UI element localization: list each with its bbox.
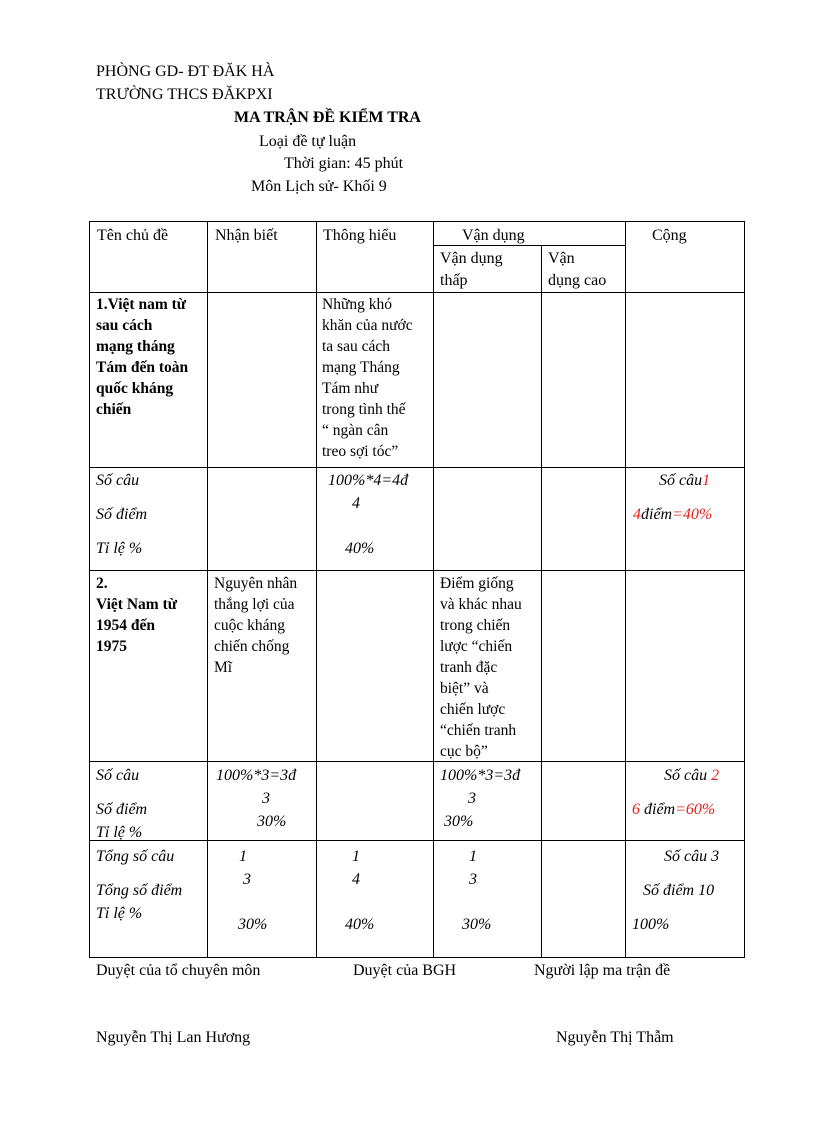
- topic2-name-line: 1954 đến: [96, 617, 155, 634]
- topic1-understand-line: ta sau cách: [322, 338, 390, 355]
- topic2-recognize-line: cuộc kháng: [214, 617, 286, 634]
- totals-apply-score: 3: [469, 871, 477, 888]
- topic1-understand-line: khăn của nước: [322, 317, 413, 334]
- topic2-total-score: 6 điểm=60%: [632, 801, 716, 818]
- topic2-apply-line: tranh đặc: [440, 659, 498, 676]
- totals-total-count: Số câu 3: [664, 848, 720, 865]
- dept-signer-name: Nguyễn Thị Lan Hương: [96, 1029, 251, 1046]
- topic1-understand-line: Những khó: [322, 296, 392, 313]
- totals-understand-count: 1: [352, 848, 360, 865]
- topic1-understand-line: “ ngàn cân: [322, 422, 389, 439]
- header-recognize: Nhận biết: [215, 227, 278, 244]
- topic2-apply-line: Điểm giống: [440, 575, 514, 592]
- topic1-understand-line: Tám như: [322, 380, 379, 397]
- topic2-apply-score: 3: [468, 790, 476, 807]
- topic2-recognize-line: Nguyên nhân: [214, 575, 298, 592]
- topic1-name-line: Tám đến toàn: [96, 359, 189, 376]
- topic2-recognize-count: 100%*3=3đ: [216, 767, 297, 784]
- topic2-recognize-line: thắng lợi của: [214, 596, 295, 613]
- header-topic: Tên chủ đề: [97, 227, 169, 244]
- topic2-total-count: Số câu 2: [664, 767, 720, 784]
- totals-recognize-score: 3: [243, 871, 251, 888]
- doc-title: MA TRẬN ĐỀ KIỂM TRA: [234, 109, 421, 126]
- topic2-apply-line: trong chiến: [440, 617, 511, 634]
- header-apply-high-2: dụng cao: [548, 272, 607, 289]
- totals-label: Tổng số điểm: [96, 882, 183, 899]
- stat-label: Tỉ lệ %: [96, 540, 143, 557]
- header-apply-high-1: Vận: [548, 250, 575, 267]
- topic2-name-line: 1975: [96, 638, 127, 655]
- header-total: Cộng: [652, 227, 687, 244]
- topic2-name-line: Việt Nam từ: [96, 596, 178, 613]
- topic1-total-score: 4điểm=40%: [633, 506, 713, 523]
- topic2-apply-pct: 30%: [444, 813, 474, 830]
- totals-total-pct: 100%: [632, 916, 670, 933]
- exam-type: Loại đề tự luận: [259, 133, 357, 150]
- topic1-understand-line: trong tình thế: [322, 401, 406, 418]
- topic2-apply-line: biệt” và: [440, 680, 489, 697]
- totals-understand-pct: 40%: [345, 916, 375, 933]
- topic1-name-line: chiến: [96, 401, 132, 418]
- maker-label: Người lập ma trận đề: [534, 962, 671, 979]
- school-name: TRƯỜNG THCS ĐĂKPXI: [96, 86, 273, 103]
- topic1-total-count: Số câu1: [659, 472, 711, 489]
- topic1-understand-line: mạng Tháng: [322, 359, 400, 376]
- stat-label: Số câu: [96, 472, 140, 489]
- totals-apply-count: 1: [469, 848, 477, 865]
- topic2-apply-line: chiến lược: [440, 701, 506, 718]
- topic1-understand-pct: 40%: [345, 540, 375, 557]
- topic2-recognize-line: chiến chống: [214, 638, 290, 655]
- stat-label: Tỉ lệ %: [96, 824, 143, 841]
- stat-label: Số điểm: [96, 801, 148, 818]
- totals-label: Tổng số câu: [96, 848, 175, 865]
- maker-signer-name: Nguyễn Thị Thẫm: [556, 1029, 674, 1046]
- header-understand: Thông hiểu: [323, 227, 397, 244]
- header-apply: Vận dụng: [462, 227, 525, 244]
- exam-subject: Môn Lịch sử- Khối 9: [251, 178, 387, 195]
- totals-recognize-count: 1: [239, 848, 247, 865]
- totals-recognize-pct: 30%: [238, 916, 268, 933]
- topic1-name-line: sau cách: [96, 317, 153, 334]
- topic2-recognize-line: Mĩ: [214, 659, 233, 676]
- stat-label: Số câu: [96, 767, 140, 784]
- topic1-understand-line: treo sợi tóc”: [322, 443, 399, 460]
- exam-time: Thời gian: 45 phút: [284, 155, 404, 172]
- topic1-name-line: 1.Việt nam từ: [96, 296, 187, 313]
- topic1-name-line: quốc kháng: [96, 380, 174, 397]
- topic2-recognize-score: 3: [262, 790, 270, 807]
- topic1-understand-score: 4: [352, 495, 360, 512]
- stat-label: Số điểm: [96, 506, 148, 523]
- header-apply-low-1: Vận dụng: [440, 250, 503, 267]
- topic2-apply-line: cục bộ”: [440, 743, 488, 760]
- topic2-apply-line: và khác nhau: [440, 596, 522, 613]
- topic2-apply-line: lược “chiến: [440, 638, 513, 655]
- topic2-apply-line: “chiến tranh: [440, 722, 517, 739]
- topic1-understand-count: 100%*4=4đ: [328, 472, 409, 489]
- topic2-recognize-pct: 30%: [257, 813, 287, 830]
- topic2-name-line: 2.: [96, 575, 108, 592]
- totals-apply-pct: 30%: [462, 916, 492, 933]
- dept-name: PHÒNG GD- ĐT ĐĂK HÀ: [96, 63, 275, 80]
- totals-label: Tỉ lệ %: [96, 905, 143, 922]
- approve-board-label: Duyệt của BGH: [353, 962, 457, 979]
- topic2-apply-count: 100%*3=3đ: [440, 767, 521, 784]
- approve-dept-label: Duyệt của tổ chuyên môn: [96, 962, 261, 979]
- totals-total-score: Số điểm 10: [643, 882, 715, 899]
- topic1-name-line: mạng tháng: [96, 338, 175, 355]
- totals-understand-score: 4: [352, 871, 360, 888]
- header-apply-low-2: thấp: [440, 272, 468, 289]
